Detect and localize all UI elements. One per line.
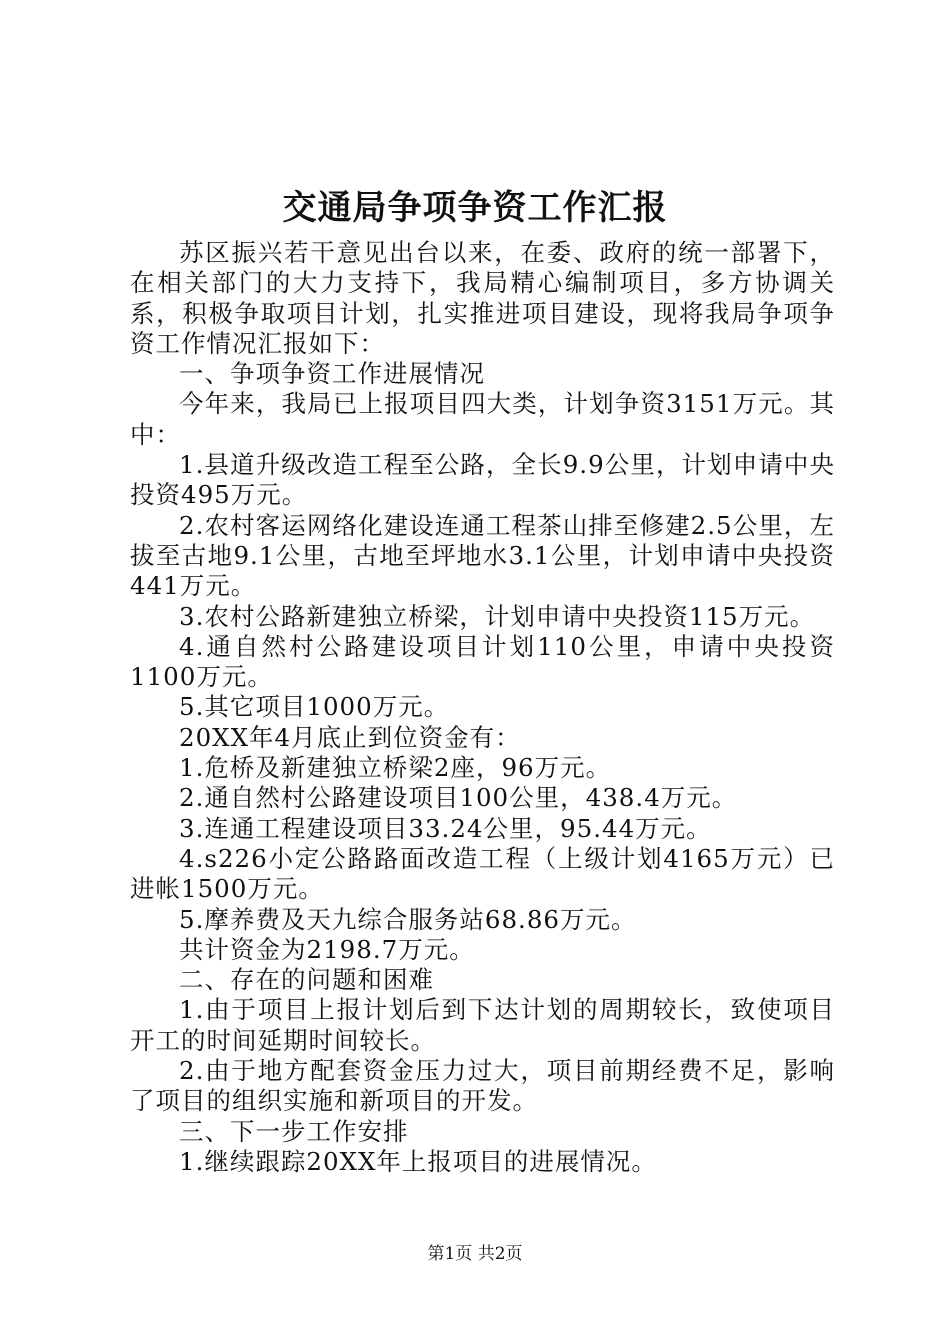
list-item-plan-1: 1.县道升级改造工程至公路，全长9.9公里，计划申请中央投资495万元。 (130, 450, 835, 510)
list-item-plan-3: 3.农村公路新建独立桥梁，计划申请中央投资115万元。 (179, 601, 816, 631)
list-item-problem-2: 2.由于地方配套资金压力过大，项目前期经费不足，影响了项目的组织实施和新项目的开发。 (130, 1056, 835, 1116)
page-title: 交通局争项争资工作汇报 (282, 188, 668, 228)
list-item-next-1: 1.继续跟踪20XX年上报项目的进展情况。 (179, 1146, 657, 1176)
paragraph-summary: 今年来，我局已上报项目四大类，计划争资3151万元。其中： (130, 389, 835, 449)
list-item-funds-2: 2.通自然村公路建设项目100公里，438.4万元。 (179, 783, 738, 813)
page-footer: 第1页 共2页 (427, 1244, 523, 1264)
section-heading-problems: 二、存在的问题和困难 (179, 965, 434, 995)
section-heading-progress: 一、争项争资工作进展情况 (179, 359, 485, 389)
list-item-funds-3: 3.连通工程建设项目33.24公里，95.44万元。 (179, 813, 712, 843)
paragraph-funds-received: 20XX年4月底止到位资金有： (179, 722, 521, 752)
list-item-plan-5: 5.其它项目1000万元。 (179, 692, 450, 722)
document-body (130, 238, 835, 1177)
list-item-problem-1: 1.由于项目上报计划后到下达计划的周期较长，致使项目开工的时间延期时间较长。 (130, 995, 835, 1055)
list-item-plan-2: 2.农村客运网络化建设连通工程茶山排至修建2.5公里，左拔至古地9.1公里，古地至坪地水3.1公里，计划申请中央投资441万元。 (130, 510, 835, 601)
paragraph-funds-total: 共计资金为2198.7万元。 (179, 934, 475, 964)
section-heading-next-steps: 三、下一步工作安排 (179, 1116, 409, 1146)
paragraph-intro: 苏区振兴若干意见出台以来，在委、政府的统一部署下，在相关部门的大力支持下，我局精心编制项目，多方协调关系，积极争取项目计划，扎实推进项目建设，现将我局争项争资工作情况汇报如下： (130, 238, 835, 358)
list-item-funds-5: 5.摩养费及天九综合服务站68.86万元。 (179, 904, 637, 934)
list-item-funds-1: 1.危桥及新建独立桥梁2座，96万元。 (179, 753, 612, 783)
list-item-plan-4: 4.通自然村公路建设项目计划110公里，申请中央投资1100万元。 (130, 631, 835, 692)
list-item-funds-4: 4.s226小定公路路面改造工程（上级计划4165万元）已进帐1500万元。 (130, 843, 835, 904)
